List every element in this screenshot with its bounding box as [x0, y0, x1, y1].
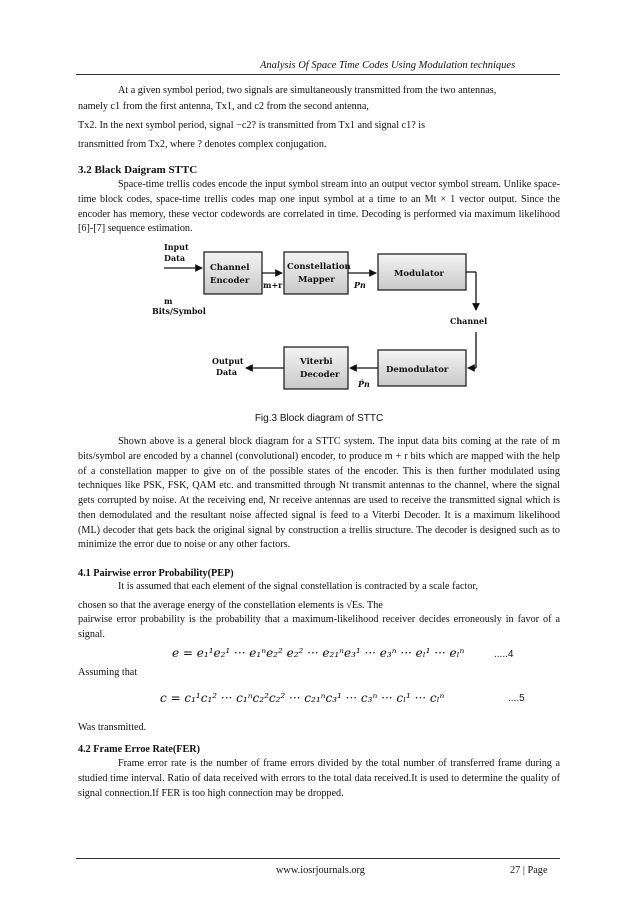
section-heading-4-1: 4.1 Pairwise error Probability(PEP) [78, 568, 234, 579]
label-channel: Channel [450, 316, 488, 326]
intro-line-3: Tx2. In the next symbol period, signal −c2? is transmitted from Tx1 and signal c1? is [78, 120, 426, 131]
label-bits-per-symbol: Bits/Symbol [152, 306, 206, 316]
demodulator-label: Demodulator [386, 365, 449, 375]
viterbi-label-2: Decoder [300, 370, 340, 380]
equation-4-number: .....4 [494, 649, 514, 660]
mapper-label-2: Mapper [298, 275, 335, 285]
label-output-data-2: Data [216, 367, 237, 377]
paragraph-system-description: Shown above is a general block diagram for a STTC system. The input data bits coming at the rate of m bits/symbol are encoded by a channel (convolutional) encoder, to produce m + r bits which are mapped with the help of a constellation mapper to give on of the possible states of the encoder. This is then further modulated using techniques like PSK, FSK, QAM etc. and transmitted through Nt transmit antennas to the channel, where the signal gets corrupted by noise. At the receiving end, Nr receive antennas are used to receive the transmitted signal which is then demodulated and the resultant noise affected signal is feed to a Viterbi Decoder. It is a maximum likelihood (ML) decoder that gets back the original signal by construction a trellis structure. The decoder is designed such as to minimize the error due to noise or any other factors. [78, 436, 560, 551]
label-pn: Pn [354, 280, 366, 290]
equation-5: c = c₁¹c₁² ··· c₁ⁿc₂²c₂² ··· c₂₁ⁿc₃¹ ··· c₃ⁿ ··· cₗ¹ ··· cₗⁿ [160, 691, 445, 705]
section-heading-4-2: 4.2 Frame Erroe Rate(FER) [78, 744, 201, 755]
label-input-data-1: Input [164, 242, 189, 252]
equation-4: e = e₁¹e₂¹ ··· e₁ⁿe₂² e₂² ··· e₂₁ⁿe₃¹ ··· e₃ⁿ ··· eₗ¹ ··· eₗⁿ [172, 646, 465, 660]
label-m: m [164, 296, 173, 306]
section-4-1-line-3: pairwise error probability is the probability that a maximum-likelihood receiver decides erroneously in favor of a signal. [78, 614, 560, 640]
section-4-2-body: Frame error rate is the number of frame errors divided by the total number of transferred frame during a studied time interval. Ratio of data received with errors to the total data received.It is used to determine the quality of signal connection.If FER is too high connection may be dropped. [78, 758, 560, 799]
footer-rule [76, 858, 560, 859]
header-rule [76, 74, 560, 75]
was-transmitted-text: Was transmitted. [78, 722, 147, 733]
channel-encoder-block [204, 252, 262, 294]
modulator-label: Modulator [394, 269, 445, 279]
label-input-data-2: Data [164, 253, 185, 263]
running-header: Analysis Of Space Time Codes Using Modulation techniques [260, 60, 516, 71]
constellation-mapper-block [284, 252, 348, 294]
equation-5-number: ....5 [508, 693, 525, 704]
label-output-data-1: Output [212, 356, 244, 366]
channel-encoder-label-2: Encoder [210, 276, 250, 286]
footer-page-number: 27 | Page [510, 865, 548, 876]
intro-line-1: At a given symbol period, two signals are simultaneously transmitted from the two antennas, [118, 85, 497, 96]
figure-caption: Fig.3 Block diagram of STTC [254, 413, 384, 424]
viterbi-label-1: Viterbi [300, 357, 333, 367]
sttc-block-diagram [150, 240, 488, 395]
section-4-1-line-1: It is assumed that each element of the signal constellation is contracted by a scale factor, [118, 581, 478, 592]
label-pn-hat: P̂n [358, 379, 370, 389]
section-3-2-body: Space-time trellis codes encode the input symbol stream into an output vector symbol stream. Unlike space-time block codes, space-time trellis codes map one input symbol at a time to an Mt × 1 vector output. Since the encoder has memory, these vector codewords are correlated in time. Decoding is performed via maximum likelihood [6]-[7] sequence estimation. [78, 179, 560, 235]
channel-encoder-label-1: Channel [210, 263, 250, 273]
footer-url[interactable]: www.iosrjournals.org [276, 865, 365, 876]
assuming-text: Assuming that [78, 667, 138, 678]
section-4-1-line-2: chosen so that the average energy of the constellation elements is √Es. The [78, 600, 383, 611]
mapper-label-1: Constellation [287, 262, 351, 272]
intro-line-4: transmitted from Tx2, where ? denotes complex conjugation. [78, 139, 327, 150]
label-m-plus-r: m+r [263, 280, 283, 290]
section-heading-3-2: 3.2 Black Daigram STTC [78, 164, 198, 176]
viterbi-decoder-block [284, 347, 348, 389]
intro-line-2: namely c1 from the first antenna, Tx1, and c2 from the second antenna, [78, 101, 369, 112]
